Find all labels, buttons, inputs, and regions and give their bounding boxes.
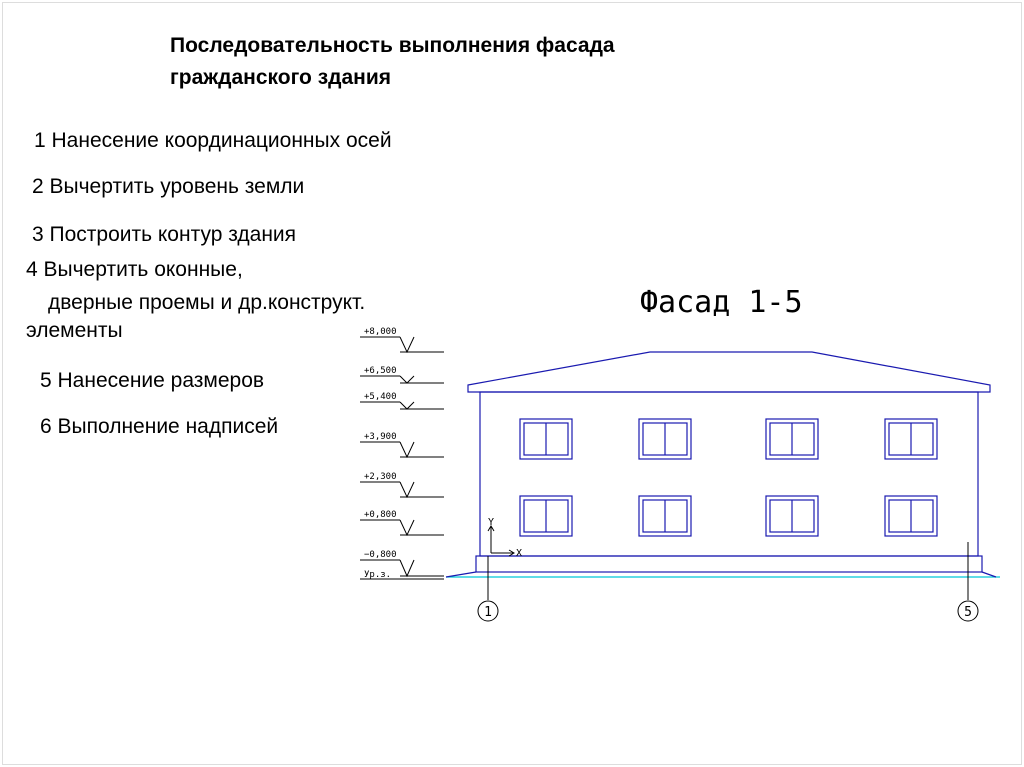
- level-label: +6,500: [364, 366, 397, 376]
- step-4-line-3: элементы: [26, 319, 123, 342]
- window: [639, 496, 691, 536]
- step-3: 3 Построить контур здания: [32, 223, 297, 246]
- level-labels: [364, 327, 397, 580]
- building: [446, 352, 996, 577]
- window: [885, 496, 937, 536]
- level-mark-6500: [360, 376, 444, 383]
- step-4-line-2: дверные проемы и др.конструкт.: [48, 291, 366, 314]
- step-1: 1 Нанесение координационных осей: [34, 129, 392, 152]
- step-2: 2 Вычертить уровень земли: [32, 175, 305, 198]
- coordination-axes: [478, 542, 978, 621]
- window: [766, 419, 818, 459]
- facade-title: Фасад 1-5: [640, 285, 803, 320]
- step-5: 5 Нанесение размеров: [40, 369, 265, 392]
- window: [885, 419, 937, 459]
- window: [766, 496, 818, 536]
- window: [520, 496, 572, 536]
- level-label: +2,300: [364, 472, 397, 482]
- step-4-line-1: 4 Вычертить оконные,: [26, 258, 243, 281]
- level-mark-3900: [360, 442, 444, 457]
- ucs-x-label: X: [516, 548, 523, 559]
- step-6: 6 Выполнение надписей: [40, 415, 279, 438]
- blind-area: [446, 572, 996, 577]
- level-label: +3,900: [364, 432, 397, 442]
- level-mark-8000: [360, 337, 444, 352]
- level-label: +5,400: [364, 392, 397, 402]
- level-label: −0,800: [364, 550, 397, 560]
- ucs-y-label: Y: [488, 517, 495, 528]
- window: [520, 419, 572, 459]
- window: [639, 419, 691, 459]
- plinth: [476, 556, 982, 572]
- level-label: +0,800: [364, 510, 397, 520]
- roof: [468, 352, 990, 392]
- slide-title-line-2: гражданского здания: [170, 66, 392, 89]
- slide-title-line-1: Последовательность выполнения фасада: [170, 34, 615, 57]
- axis-labels: [484, 605, 972, 620]
- level-label: Ур.з.: [364, 570, 392, 580]
- level-mark-2300: [360, 482, 444, 497]
- level-mark-5400: [360, 402, 444, 409]
- level-mark-0800: [360, 520, 444, 535]
- axis-label-5: 5: [964, 605, 972, 620]
- axis-label-1: 1: [484, 605, 492, 620]
- ucs-icon: [488, 526, 514, 556]
- level-label: +8,000: [364, 327, 397, 337]
